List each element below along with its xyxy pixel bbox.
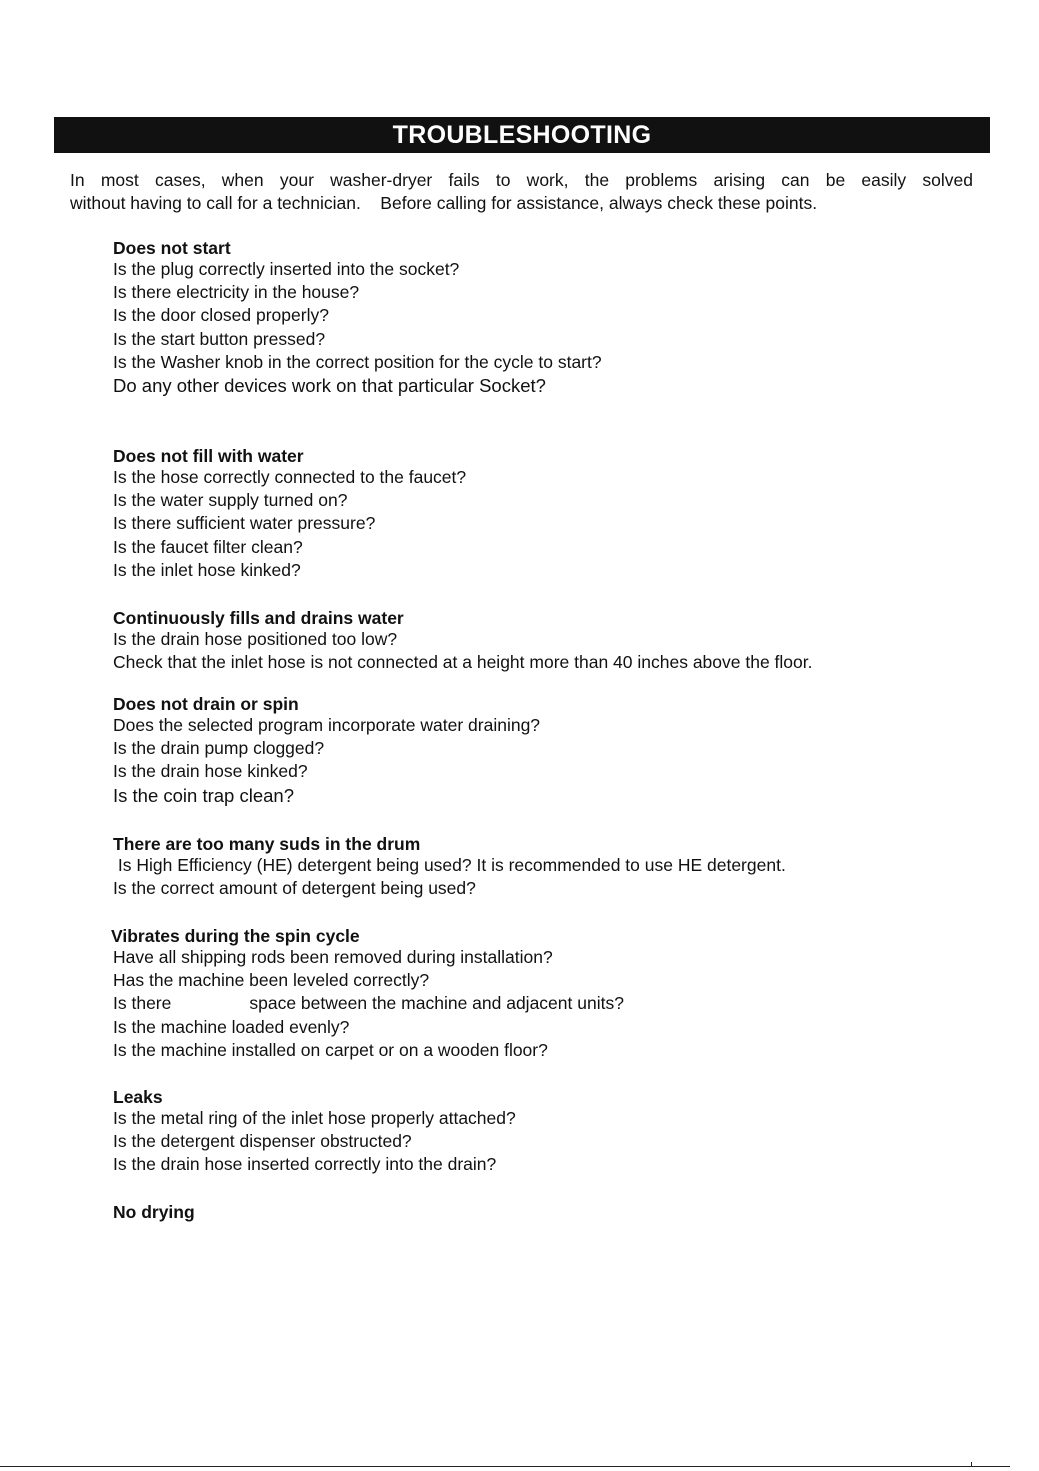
- check-item: Is there electricity in the house?: [113, 282, 360, 303]
- check-item: Is the coin trap clean?: [113, 784, 294, 806]
- check-item: Is the start button pressed?: [113, 328, 326, 349]
- section-heading: Does not start: [113, 238, 231, 258]
- check-item: Is the water supply turned on?: [113, 490, 348, 511]
- section-heading: Continuously fills and drains water: [113, 608, 404, 628]
- check-item: Do any other devices work on that particular Socket?: [113, 375, 546, 397]
- section-heading: Does not drain or spin: [113, 694, 299, 714]
- check-list: [113, 946, 624, 1062]
- section-heading: There are too many suds in the drum: [113, 834, 421, 854]
- check-item: Is the machine installed on carpet or on a wooden floor?: [113, 1039, 548, 1060]
- intro-line: without having to call for a technician. Before calling for assistance, always check these points.: [70, 193, 818, 213]
- footer-tick-mark: [971, 1462, 972, 1467]
- check-item: Is the drain pump clogged?: [113, 738, 325, 759]
- section-heading: Leaks: [113, 1087, 163, 1107]
- check-item: Is the hose correctly connected to the faucet?: [113, 467, 467, 487]
- check-item: Have all shipping rods been removed during installation?: [113, 947, 553, 967]
- gap-item-after: space between the machine and adjacent units?: [249, 993, 624, 1014]
- page-title: TROUBLESHOOTING: [392, 120, 652, 149]
- check-item-with-gap: [113, 992, 624, 1015]
- check-item: Is the metal ring of the inlet hose properly attached?: [113, 1108, 516, 1128]
- check-item: Check that the inlet hose is not connected at a height more than 40 inches above the floor.: [113, 652, 813, 673]
- check-item: Is the drain hose positioned too low?: [113, 629, 398, 649]
- check-item: Is the correct amount of detergent being used?: [113, 878, 476, 899]
- section-heading: No drying: [113, 1202, 195, 1222]
- check-item: Is High Efficiency (HE) detergent being used? It is recommended to use HE detergent.: [113, 855, 786, 875]
- check-list: [113, 466, 466, 582]
- footer-divider: [0, 1466, 1010, 1467]
- intro-paragraph: [70, 169, 973, 215]
- section-heading: Does not fill with water: [113, 446, 304, 466]
- gap-item-before: Is there: [113, 993, 172, 1014]
- section-does-not-start: [113, 238, 602, 397]
- check-item: Is the Washer knob in the correct position for the cycle to start?: [113, 351, 602, 372]
- check-item: Is the door closed properly?: [113, 305, 329, 326]
- check-item: Is the detergent dispenser obstructed?: [113, 1131, 412, 1152]
- check-item: Does the selected program incorporate water draining?: [113, 715, 541, 735]
- check-item: Is the machine loaded evenly?: [113, 1016, 350, 1037]
- section-leaks: [113, 1087, 516, 1177]
- check-item: Is there sufficient water pressure?: [113, 513, 376, 534]
- check-list: [113, 1107, 516, 1177]
- section-does-not-drain: [113, 694, 540, 807]
- section-no-drying: [113, 1202, 195, 1222]
- check-item: Is the drain hose kinked?: [113, 761, 308, 782]
- check-item: Has the machine been leveled correctly?: [113, 970, 430, 991]
- check-item: Is the faucet filter clean?: [113, 536, 303, 557]
- intro-line: In most cases, when your washer-dryer fails to work, the problems arising can be easily solved: [70, 170, 973, 190]
- check-list: [113, 714, 540, 807]
- check-list: [113, 258, 602, 397]
- check-list: [113, 628, 813, 674]
- section-fills-and-drains: [113, 608, 813, 674]
- check-item: Is the drain hose inserted correctly into the drain?: [113, 1154, 497, 1175]
- check-list: [113, 854, 786, 900]
- check-item: Is the inlet hose kinked?: [113, 559, 301, 580]
- section-does-not-fill: [113, 446, 466, 582]
- section-vibrates: [111, 926, 624, 1062]
- section-heading: Vibrates during the spin cycle: [111, 926, 360, 946]
- title-banner: [54, 117, 990, 153]
- check-item: Is the plug correctly inserted into the socket?: [113, 259, 460, 279]
- section-too-many-suds: [113, 834, 786, 900]
